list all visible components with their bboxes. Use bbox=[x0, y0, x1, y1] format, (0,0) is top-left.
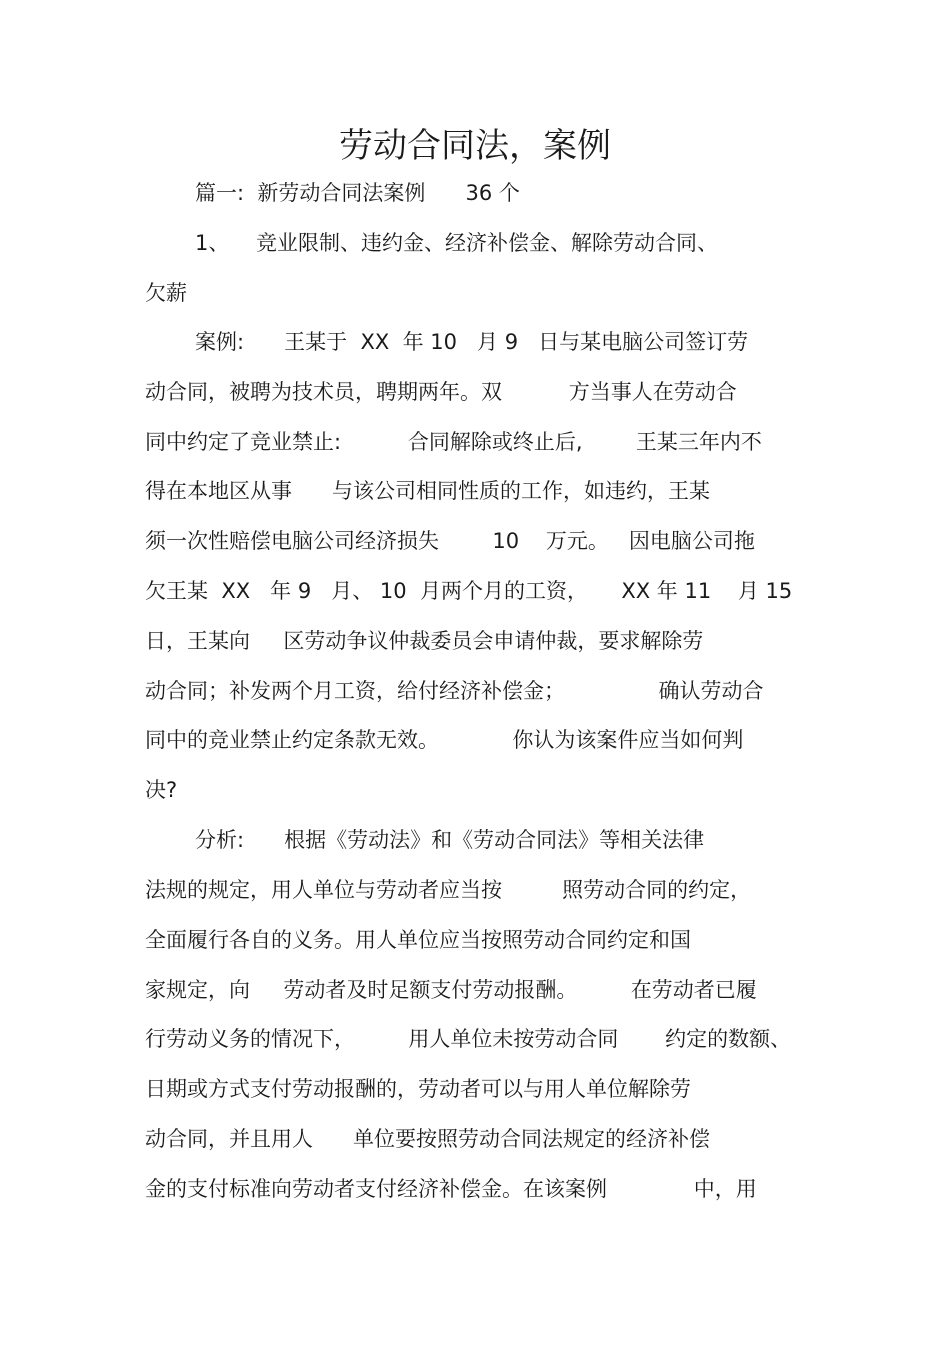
text-line: 欠王某 XX 年 9 月、 10 月两个月的工资， XX 年 11 月 15 bbox=[145, 579, 793, 603]
text-line: 动合同，被聘为技术员，聘期两年。双 方当事人在劳动合 bbox=[145, 380, 737, 404]
text-line: 动合同；补发两个月工资，给付经济补偿金； 确认劳动合 bbox=[145, 679, 764, 703]
text-line: 家规定，向 劳动者及时足额支付劳动报酬。 在劳动者已履 bbox=[145, 978, 757, 1002]
text-line: 案例: 王某于 XX 年 10 月 9 日与某电脑公司签订劳 bbox=[195, 330, 749, 354]
text-line: 动合同，并且用人 单位要按照劳动合同法规定的经济补偿 bbox=[145, 1127, 711, 1151]
text-line: 须一次性赔偿电脑公司经济损失 10 万元。 因电脑公司拖 bbox=[145, 529, 755, 553]
text-line: 决? bbox=[145, 778, 178, 802]
document-title: 劳动合同法，案例 bbox=[339, 126, 611, 166]
text-line: 行劳动义务的情况下， 用人单位未按劳动合同 约定的数额、 bbox=[145, 1027, 792, 1051]
text-line: 1、 竞业限制、违约金、经济补偿金、解除劳动合同、 bbox=[195, 231, 719, 255]
text-line: 分析: 根据《劳动法》和《劳动合同法》等相关法律 bbox=[195, 828, 705, 852]
text-line: 同中约定了竞业禁止: 合同解除或终止后, 王某三年内不 bbox=[145, 430, 762, 454]
text-line: 法规的规定，用人单位与劳动者应当按 照劳动合同的约定， bbox=[145, 878, 752, 902]
text-line: 日，王某向 区劳动争议仲裁委员会申请仲裁，要求解除劳 bbox=[145, 629, 704, 653]
text-line: 全面履行各自的义务。用人单位应当按照劳动合同约定和国 bbox=[145, 928, 691, 952]
text-line: 金的支付标准向劳动者支付经济补偿金。在该案例 中，用 bbox=[145, 1177, 757, 1201]
text-line: 同中的竞业禁止约定条款无效。 你认为该案件应当如何判 bbox=[145, 728, 744, 752]
text-line: 篇一: 新劳动合同法案例 36 个 bbox=[195, 181, 520, 205]
text-line: 得在本地区从事 与该公司相同性质的工作，如违约，王某 bbox=[145, 479, 711, 503]
text-line: 欠薪 bbox=[145, 281, 187, 305]
text-line: 日期或方式支付劳动报酬的，劳动者可以与用人单位解除劳 bbox=[145, 1077, 691, 1101]
